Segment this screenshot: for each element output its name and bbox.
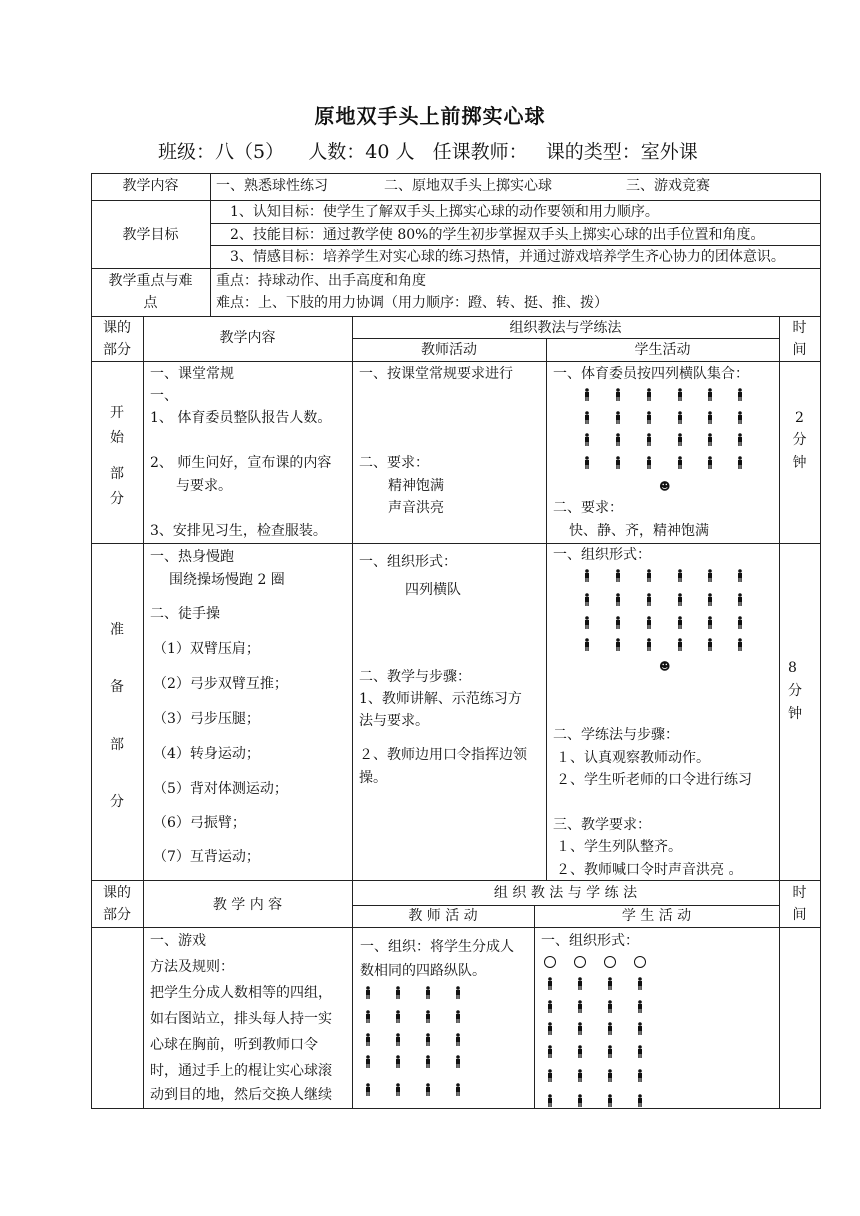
person-icon <box>676 388 684 404</box>
person-icon <box>736 388 744 404</box>
person-icon <box>583 411 591 427</box>
person-icon <box>614 388 622 404</box>
person-icon <box>606 977 614 993</box>
person-icon <box>614 456 622 472</box>
person-icon <box>546 1069 554 1085</box>
start-part-char: 分 <box>110 491 124 507</box>
page-title: 原地双手头上前掷实心球 <box>314 104 546 128</box>
person-icon <box>645 569 653 585</box>
person-icon <box>676 411 684 427</box>
prep-content-line: （3）弓步压腿； <box>153 711 260 727</box>
prep-student-line: 一、组织形式： <box>553 547 651 563</box>
ball-circle-icon <box>634 956 646 968</box>
person-icon <box>736 411 744 427</box>
goals-label: 教学目标 <box>122 227 179 243</box>
person-icon <box>583 569 591 585</box>
game-teacher-line: 数相同的四路纵队。 <box>360 963 486 979</box>
ball-circle-icon <box>574 956 586 968</box>
person-icon <box>706 388 714 404</box>
header-content: 教 学 内 容 <box>212 897 283 913</box>
content-item-3: 三、游戏竞赛 <box>626 178 710 194</box>
header-part-1: 课的 <box>103 320 131 336</box>
table-line <box>91 927 820 928</box>
person-icon <box>364 1083 372 1099</box>
start-content-line: 与要求。 <box>176 478 232 494</box>
prep-part-char: 备 <box>110 679 124 695</box>
person-icon <box>394 1055 402 1071</box>
table-line <box>210 173 211 316</box>
prep-student-line: １、认真观察教师动作。 <box>556 750 710 766</box>
person-icon <box>645 593 653 609</box>
table-line <box>352 316 353 880</box>
prep-part-char: 准 <box>110 622 124 638</box>
person-icon <box>636 1094 644 1110</box>
person-icon <box>706 638 714 654</box>
prep-content-line: （4）转身运动； <box>153 746 260 762</box>
header-teacher: 教 师 活 动 <box>408 908 478 924</box>
start-content-line: 一、课堂常规 <box>150 366 234 382</box>
difficulty: 难点：上、下肢的用力协调（用力顺序：蹬、转、挺、推、拨） <box>216 295 608 311</box>
person-icon <box>546 1022 554 1038</box>
game-content-line: 一、游戏 <box>150 933 206 949</box>
person-icon <box>606 1022 614 1038</box>
content-label: 教学内容 <box>122 178 179 194</box>
person-icon <box>676 616 684 632</box>
table-line <box>210 245 820 246</box>
header-part-2: 部分 <box>103 907 131 923</box>
person-icon <box>614 593 622 609</box>
person-icon <box>614 433 622 449</box>
game-content-line: 方法及规则： <box>150 959 234 975</box>
person-icon <box>645 616 653 632</box>
table-line <box>91 268 820 269</box>
person-icon <box>454 1083 462 1099</box>
header-part-2: 部分 <box>103 342 131 358</box>
start-time: 分 <box>792 432 807 448</box>
game-student-line: 一、组织形式： <box>541 933 639 949</box>
person-icon <box>576 1022 584 1038</box>
game-content-line: 如右图站立，排头每人持一实 <box>150 1011 332 1027</box>
prep-time: 8 <box>788 660 797 676</box>
game-content-line: 时，通过手上的棍让实心球滚 <box>150 1063 332 1079</box>
game-teacher-line: 一、组织：将学生分成人 <box>360 939 514 955</box>
start-student-line: 二、要求： <box>553 500 623 516</box>
prep-content-line: 二、徒手操 <box>150 606 220 622</box>
person-icon <box>583 456 591 472</box>
person-icon <box>645 433 653 449</box>
person-icon <box>645 388 653 404</box>
prep-time: 钟 <box>788 706 802 722</box>
header-time-2: 间 <box>792 342 807 358</box>
person-icon <box>645 456 653 472</box>
table-line <box>352 338 779 339</box>
person-icon <box>364 1033 372 1049</box>
person-icon <box>614 616 622 632</box>
table-line <box>91 543 820 544</box>
header-time-1: 时 <box>792 885 807 901</box>
header-student: 学生活动 <box>634 342 691 358</box>
person-icon <box>394 1083 402 1099</box>
person-icon <box>636 1069 644 1085</box>
person-icon <box>546 977 554 993</box>
person-icon <box>583 433 591 449</box>
person-icon <box>454 986 462 1002</box>
table-line <box>210 223 820 224</box>
person-icon <box>736 616 744 632</box>
header-content: 教学内容 <box>219 330 276 346</box>
person-icon <box>676 433 684 449</box>
goal-1: 1、认知目标：使学生了解双手头上掷实心球的动作要领和用力顺序。 <box>230 204 659 220</box>
prep-teacher-line: 四列横队 <box>405 582 461 598</box>
prep-teacher-line: 1、教师讲解、示范练习方 <box>359 691 522 707</box>
person-icon <box>576 977 584 993</box>
table-line <box>91 880 820 881</box>
prep-content-line: （2）弓步双臂互推； <box>153 676 288 692</box>
person-icon <box>736 593 744 609</box>
person-icon <box>394 1033 402 1049</box>
start-part-char: 部 <box>110 466 124 482</box>
person-icon <box>546 1045 554 1061</box>
table-line <box>534 905 535 1109</box>
table-line <box>91 1108 820 1109</box>
prep-teacher-line: ２、教师边用口令指挥边领 <box>359 747 527 763</box>
prep-student-line: １、学生列队整齐。 <box>556 839 682 855</box>
person-icon <box>606 1094 614 1110</box>
person-icon <box>576 1045 584 1061</box>
person-icon <box>706 593 714 609</box>
start-part-char: 始 <box>110 430 124 446</box>
prep-content-line: （1）双臂压肩； <box>153 641 260 657</box>
person-icon <box>583 616 591 632</box>
person-icon <box>424 1010 432 1026</box>
person-icon <box>424 1033 432 1049</box>
table-line <box>91 173 820 174</box>
prep-teacher-line: 法与要求。 <box>359 713 429 729</box>
prep-student-line: 二、学练法与步骤： <box>553 727 679 743</box>
person-icon <box>614 569 622 585</box>
person-icon <box>424 1055 432 1071</box>
person-icon <box>454 1033 462 1049</box>
key-label-line1: 教学重点与难 <box>108 273 193 289</box>
person-icon <box>424 1083 432 1099</box>
person-icon <box>583 593 591 609</box>
smiley-teacher-icon: ☻ <box>659 480 671 493</box>
header-student: 学 生 活 动 <box>621 908 692 924</box>
person-icon <box>636 1000 644 1016</box>
person-icon <box>636 1045 644 1061</box>
start-content-line: 2、 师生问好，宣布课的内容 <box>150 455 332 471</box>
content-item-1: 一、熟悉球性练习 <box>216 178 328 194</box>
person-icon <box>546 1094 554 1110</box>
person-icon <box>576 1000 584 1016</box>
person-icon <box>676 638 684 654</box>
person-icon <box>394 986 402 1002</box>
person-icon <box>454 1055 462 1071</box>
person-icon <box>676 456 684 472</box>
header-time-1: 时 <box>792 320 807 336</box>
prep-content-line: （6）弓振臂； <box>153 815 246 831</box>
person-icon <box>706 433 714 449</box>
game-content-line: 把学生分成人数相等的四组， <box>150 985 332 1001</box>
prep-student-line: ２、学生听老师的口令进行练习 <box>556 772 752 788</box>
start-time: 钟 <box>792 455 807 471</box>
person-icon <box>706 411 714 427</box>
prep-part-char: 部 <box>110 737 124 753</box>
person-icon <box>394 1010 402 1026</box>
person-icon <box>706 456 714 472</box>
person-icon <box>636 1022 644 1038</box>
prep-content-line: 围绕操场慢跑 2 圈 <box>169 572 285 588</box>
start-teacher-line: 一、按课堂常规要求进行 <box>359 366 513 382</box>
person-icon <box>676 593 684 609</box>
prep-teacher-line: 一、组织形式： <box>359 554 457 570</box>
person-icon <box>454 1010 462 1026</box>
ball-circle-icon <box>604 956 616 968</box>
table-line <box>91 361 820 362</box>
header-time-2: 间 <box>792 907 807 923</box>
start-time: 2 <box>795 410 804 426</box>
person-icon <box>606 1045 614 1061</box>
table-line <box>546 338 547 880</box>
key-label-line2: 点 <box>143 295 158 311</box>
game-content-line: 动到目的地，然后交换人继续 <box>150 1087 332 1103</box>
goal-2: 2、技能目标：通过教学使 80%的学生初步掌握双手头上掷实心球的出手位置和角度。 <box>230 227 765 243</box>
prep-part-char: 分 <box>110 794 124 810</box>
person-icon <box>736 638 744 654</box>
person-icon <box>645 411 653 427</box>
header-part-1: 课的 <box>103 885 131 901</box>
header-organize: 组织教法与学练法 <box>509 320 622 336</box>
person-icon <box>424 986 432 1002</box>
person-icon <box>614 638 622 654</box>
person-icon <box>546 1000 554 1016</box>
table-line <box>91 200 820 201</box>
prep-time: 分 <box>788 683 802 699</box>
prep-teacher-line: 操。 <box>359 770 387 786</box>
content-item-2: 二、原地双手头上掷实心球 <box>384 178 552 194</box>
person-icon <box>736 433 744 449</box>
person-icon <box>576 1094 584 1110</box>
table-line <box>143 316 144 1109</box>
start-student-line: 一、体育委员按四列横队集合： <box>553 366 749 382</box>
start-part-char: 开 <box>110 405 124 421</box>
person-icon <box>706 616 714 632</box>
start-student-line: 快、静、齐，精神饱满 <box>569 523 709 539</box>
start-content-line: 1、 体育委员整队报告人数。 <box>150 410 332 426</box>
prep-teacher-line: 二、教学与步骤： <box>359 669 471 685</box>
prep-student-line: ２、教师喊口令时声音洪亮 。 <box>556 862 743 878</box>
start-content-line: 一、 <box>150 388 178 404</box>
key-point: 重点：持球动作、出手高度和角度 <box>216 273 426 289</box>
person-icon <box>364 1055 372 1071</box>
table-line <box>91 173 92 1109</box>
class-info-line: 班级：八（5） 人数：40 人 任课教师： 课的类型：室外课 <box>158 141 698 163</box>
person-icon <box>364 986 372 1002</box>
prep-content-line: 一、热身慢跑 <box>150 549 234 565</box>
person-icon <box>606 1000 614 1016</box>
goal-3: 3、情感目标：培养学生对实心球的练习热情，并通过游戏培养学生齐心协力的团体意识。 <box>230 249 785 265</box>
header-organize: 组 织 教 法 与 学 练 法 <box>493 885 638 901</box>
person-icon <box>676 569 684 585</box>
person-icon <box>583 638 591 654</box>
table-line <box>820 173 821 1109</box>
start-teacher-line: 二、要求： <box>359 455 429 471</box>
start-content-line: 3、安排见习生，检查服装。 <box>150 523 327 539</box>
prep-student-line: 三、教学要求： <box>553 817 651 833</box>
table-line <box>91 316 820 317</box>
smiley-teacher-icon: ☻ <box>659 660 671 673</box>
prep-content-line: （7）互背运动； <box>153 849 260 865</box>
ball-circle-icon <box>544 956 556 968</box>
person-icon <box>576 1069 584 1085</box>
person-icon <box>645 638 653 654</box>
person-icon <box>636 977 644 993</box>
person-icon <box>583 388 591 404</box>
person-icon <box>614 411 622 427</box>
game-content-line: 心球在胸前，听到教师口令 <box>150 1037 318 1053</box>
prep-content-line: （5）背对体测运动； <box>153 781 288 797</box>
person-icon <box>736 456 744 472</box>
person-icon <box>706 569 714 585</box>
start-teacher-line: 声音洪亮 <box>388 500 444 516</box>
header-teacher: 教师活动 <box>421 342 477 358</box>
person-icon <box>606 1069 614 1085</box>
start-teacher-line: 精神饱满 <box>388 478 444 494</box>
person-icon <box>364 1010 372 1026</box>
person-icon <box>736 569 744 585</box>
